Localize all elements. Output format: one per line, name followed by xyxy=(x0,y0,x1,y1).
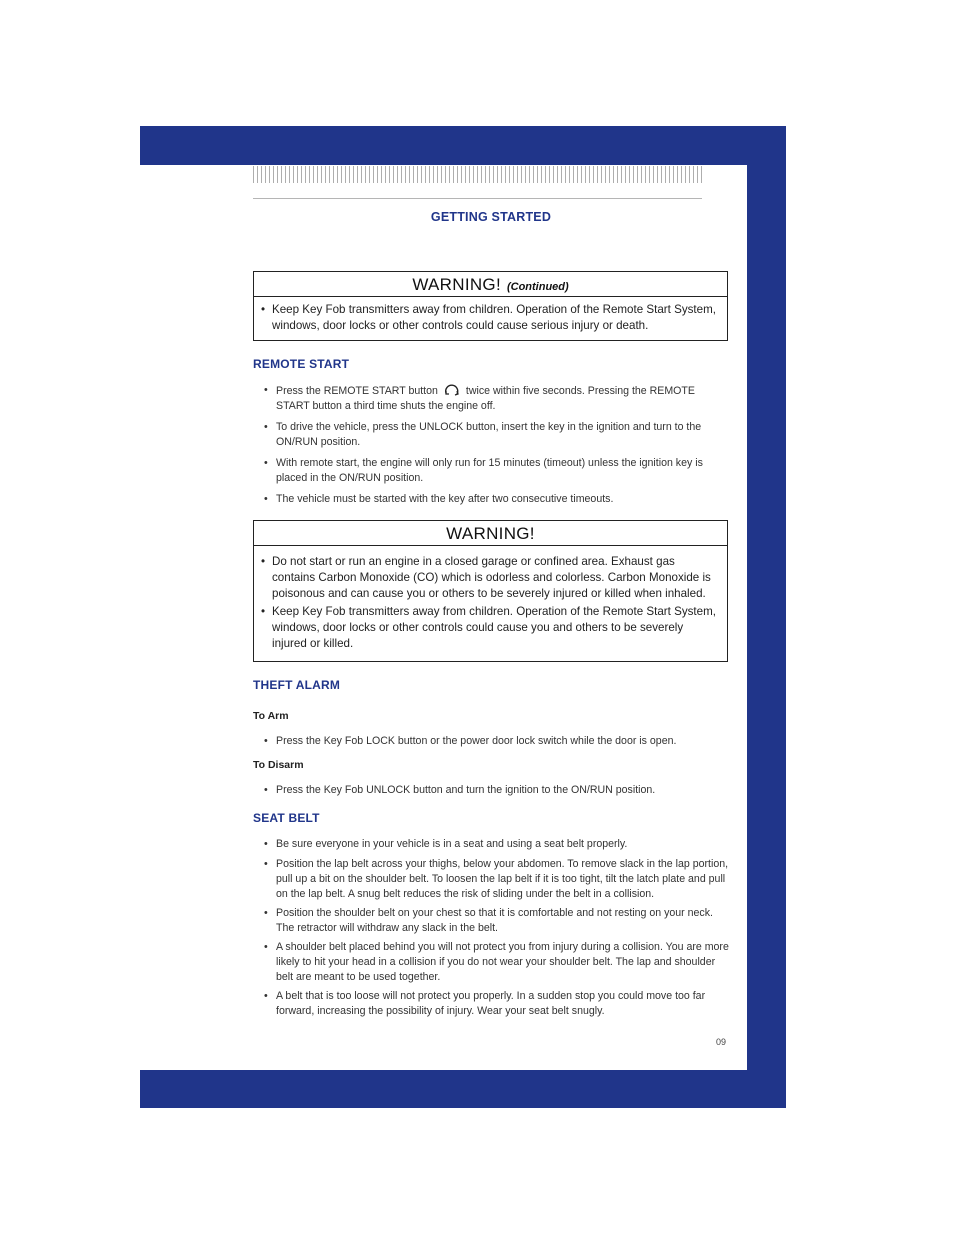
list-item: • A shoulder belt placed behind you will not protect you from injury during a collision. You are more likely to hit your head in a collision if you do not wear your shoulder belt. The lap and shoulder belt are meant to be used together. xyxy=(264,941,729,983)
list-item: • Press the Key Fob LOCK button or the power door lock switch while the door is open. xyxy=(264,735,677,747)
list-item: • With remote start, the engine will only run for 15 minutes (timeout) unless the ignition key is placed in the ON/RUN position. xyxy=(264,457,703,484)
remote-start-list xyxy=(264,383,729,507)
warning-heading xyxy=(254,521,727,546)
page-number: 09 xyxy=(716,1037,727,1047)
list-item: • Press the Key Fob UNLOCK button and turn the ignition to the ON/RUN position. xyxy=(264,784,656,796)
list-item: • Press the REMOTE START button twice within five seconds. Pressing the REMOTE START button a third time shuts the engine off. xyxy=(264,384,695,412)
frame-right-band xyxy=(747,126,786,1108)
warning-box xyxy=(253,520,728,662)
subsection-title-to-arm: To Arm xyxy=(253,710,289,722)
list-item: • The vehicle must be started with the key after two consecutive timeouts. xyxy=(264,493,614,505)
list-item: • A belt that is too loose will not protect you properly. In a sudden stop you could move too far forward, increasing the possibility of injury. Wear your seat belt snugly. xyxy=(264,990,706,1017)
section-title-remote-start: REMOTE START xyxy=(253,357,350,371)
warning-continued-label: (Continued) xyxy=(506,281,569,293)
frame-bottom-band xyxy=(140,1070,786,1108)
section-title-seat-belt: SEAT BELT xyxy=(253,811,320,825)
list-item: • To drive the vehicle, press the UNLOCK button, insert the key in the ignition and turn to the ON/RUN position. xyxy=(264,421,702,448)
seat-belt-list xyxy=(264,837,729,1019)
remote-start-icon xyxy=(443,383,461,398)
warning-heading-text: WARNING! xyxy=(446,524,535,543)
header-tick-pattern xyxy=(253,166,703,183)
section-title-theft-alarm: THEFT ALARM xyxy=(253,678,341,692)
warning-item: • Do not start or run an engine in a closed garage or confined area. Exhaust gas contains Carbon Monoxide (CO) which is odorless and colorless. Carbon Monoxide is poisonous and can cause you or others to be severely injured or killed when inhaled. xyxy=(261,555,711,600)
list-item: • Position the lap belt across your thighs, below your abdomen. To remove slack in the lap portion, pull up a bit on the shoulder belt. To loosen the lap belt if it is too tight, tilt the latch plate and pull on the lap belt. A snug belt reduces the risk of sliding under the belt in a collision. xyxy=(264,858,729,900)
warning-continued-heading xyxy=(254,272,727,297)
frame-top-band xyxy=(140,126,786,165)
list-item: • Be sure everyone in your vehicle is in a seat and using a seat belt properly. xyxy=(264,838,628,850)
to-arm-list xyxy=(264,734,729,749)
subsection-title-to-disarm: To Disarm xyxy=(253,759,304,771)
warning-continued-box xyxy=(253,271,728,341)
warning-item: • Keep Key Fob transmitters away from children. Operation of the Remote Start System, windows, door locks or other controls could cause serious injury or death. xyxy=(261,303,716,332)
page-title: GETTING STARTED xyxy=(430,210,552,224)
list-item: • Position the shoulder belt on your chest so that it is comfortable and not resting on your neck. The retractor will withdraw any slack in the belt. xyxy=(264,907,713,934)
warning-heading-text: WARNING! xyxy=(412,275,501,294)
to-disarm-list xyxy=(264,783,729,798)
warning-item: • Keep Key Fob transmitters away from children. Operation of the Remote Start System, windows, door locks or other controls could cause you and others to be severely injured or killed. xyxy=(261,605,716,650)
header-divider xyxy=(253,198,702,199)
